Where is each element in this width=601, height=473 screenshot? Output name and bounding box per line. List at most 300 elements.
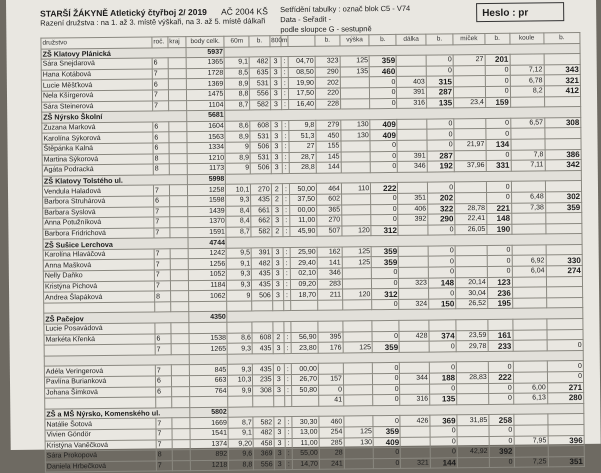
result-cell: 7 — [154, 259, 170, 270]
athlete-name: Lucie Měšťková — [41, 79, 152, 91]
result-cell: 00,00 — [289, 205, 316, 216]
athlete-name: Vendula Haladová — [42, 185, 153, 197]
result-cell — [398, 225, 428, 236]
result-cell — [170, 248, 188, 259]
result-cell — [398, 182, 428, 193]
team-total: 4350 — [189, 312, 228, 323]
result-cell: 7 — [154, 206, 170, 217]
result-cell — [189, 301, 228, 312]
result-cell — [155, 323, 171, 334]
result-cell: 195 — [487, 298, 512, 309]
team-name: ZŠ a MŠ Nýrsko, Komenského ul. — [45, 407, 190, 419]
result-cell: : — [283, 258, 290, 269]
result-cell: 08,50 — [288, 67, 315, 78]
result-cell: 365 — [317, 204, 342, 215]
result-cell: : — [285, 459, 292, 470]
result-cell: : — [285, 385, 292, 396]
result-cell: 233 — [488, 340, 513, 351]
result-cell: 23,4 — [454, 97, 486, 108]
result-cell — [171, 376, 189, 387]
result-cell — [429, 320, 456, 331]
result-cell: 26,05 — [455, 224, 487, 235]
result-cell: 3 — [273, 385, 284, 396]
result-cell — [227, 322, 252, 333]
result-cell — [343, 331, 373, 342]
result-cell: 30,30 — [292, 417, 319, 428]
result-cell: 290 — [428, 214, 455, 225]
result-cell: 3 — [272, 247, 283, 258]
result-cell: 8,7 — [225, 100, 250, 111]
team-total: 5802 — [190, 407, 229, 418]
result-cell: 1538 — [189, 333, 228, 344]
result-cell — [546, 297, 582, 308]
athlete-name: Nelly Daňko — [43, 270, 154, 282]
result-cell: 0 — [427, 129, 454, 140]
result-cell: 201 — [485, 54, 510, 65]
result-cell: 50,00 — [289, 184, 316, 195]
result-cell — [155, 302, 171, 313]
result-cell: 0 — [487, 245, 512, 256]
result-cell: 302 — [545, 191, 581, 202]
result-cell — [168, 79, 186, 90]
result-cell: 0 — [426, 66, 453, 77]
result-cell — [341, 151, 371, 162]
team-name: ZŠ Klatovy Tolstého ul. — [42, 174, 187, 186]
result-cell: 346 — [398, 161, 428, 172]
result-cell: 663 — [189, 375, 228, 386]
column-header: 60m — [224, 36, 249, 47]
result-cell — [400, 384, 430, 395]
athlete-name: Martina Sýkorová — [42, 153, 153, 165]
athlete-name: Natálie Šotová — [45, 418, 156, 430]
result-cell: 130 — [344, 437, 374, 448]
result-cell — [342, 268, 372, 279]
result-cell — [342, 204, 372, 215]
team-total: 5937 — [186, 47, 225, 58]
result-cell: 9,20 — [229, 438, 254, 449]
result-cell: 7,8 — [511, 149, 545, 160]
result-cell — [341, 141, 371, 152]
result-cell: 391 — [397, 87, 427, 98]
result-cell — [318, 363, 343, 374]
result-cell: 482 — [253, 428, 273, 439]
result-cell — [228, 396, 253, 407]
result-cell — [545, 213, 581, 224]
result-cell — [514, 414, 548, 425]
result-cell: 0 — [485, 65, 510, 76]
result-cell — [511, 213, 545, 224]
column-header: koule — [510, 33, 544, 44]
result-cell: 323 — [315, 56, 340, 67]
result-cell: 8,7 — [228, 417, 253, 428]
results-sheet — [6, 0, 601, 471]
result-cell: 28,78 — [455, 203, 487, 214]
result-cell: : — [283, 216, 290, 227]
team-name: ZŠ Sušice Lerchova — [43, 238, 188, 250]
result-cell: 3 — [270, 99, 281, 110]
result-cell — [512, 224, 546, 235]
result-cell — [340, 98, 370, 109]
result-cell — [170, 217, 188, 228]
result-cell: 0 — [488, 362, 513, 373]
result-cell: 1541 — [190, 428, 229, 439]
result-cell — [457, 425, 489, 436]
athlete-name: Sára Steinerová — [42, 101, 153, 113]
athlete-name: Štěpánka Kalná — [42, 143, 153, 155]
result-cell: : — [282, 163, 289, 174]
result-cell: 412 — [544, 85, 580, 96]
result-cell: 608 — [252, 332, 272, 343]
result-cell: : — [282, 184, 289, 195]
result-cell — [318, 300, 343, 311]
result-cell: 287 — [427, 150, 454, 161]
result-cell — [399, 288, 429, 299]
result-cell: 3 — [273, 343, 284, 354]
result-cell: 582 — [253, 417, 273, 428]
result-cell: 9 — [227, 290, 252, 301]
result-cell: 8 — [153, 153, 169, 164]
result-cell — [512, 298, 546, 309]
column-header: kraj — [168, 37, 186, 48]
result-cell: 1265 — [189, 343, 228, 354]
result-cell — [455, 182, 487, 193]
result-cell: 3 — [272, 269, 283, 280]
result-cell: 351 — [398, 193, 428, 204]
result-cell: 290 — [315, 67, 340, 78]
result-cell — [544, 96, 580, 107]
result-cell — [512, 245, 546, 256]
athlete-name: Kristýna Pichová — [43, 281, 154, 293]
result-cell — [400, 426, 430, 437]
athlete-name: Zuzana Marková — [42, 122, 153, 134]
result-cell: 26,52 — [456, 298, 488, 309]
column-header: b. — [315, 35, 340, 46]
result-cell: 460 — [370, 66, 397, 77]
result-cell: 1370 — [188, 216, 227, 227]
result-cell: 125 — [344, 427, 374, 438]
result-cell: 9,5 — [227, 248, 252, 259]
result-cell: 346 — [317, 268, 342, 279]
result-cell: 0 — [373, 416, 400, 427]
result-cell: 16,40 — [288, 99, 315, 110]
result-cell: 321 — [544, 75, 580, 86]
result-cell — [343, 321, 373, 332]
result-cell: 135 — [340, 66, 370, 77]
result-cell: 0 — [371, 214, 398, 225]
result-cell — [547, 319, 583, 330]
result-cell: 386 — [545, 149, 581, 160]
athlete-name: Pavlína Burianková — [44, 376, 155, 388]
result-cell: 3 — [273, 375, 284, 386]
result-cell — [457, 436, 489, 447]
result-cell: 406 — [398, 204, 428, 215]
result-cell: 0 — [370, 151, 397, 162]
result-cell: 351 — [548, 456, 584, 467]
result-cell: 3 — [271, 163, 282, 174]
result-cell — [273, 396, 284, 407]
result-cell — [512, 277, 546, 288]
result-cell: 150 — [429, 299, 456, 310]
result-cell: 6 — [156, 386, 172, 397]
result-cell: 14,70 — [292, 459, 319, 470]
result-cell: 1173 — [187, 163, 226, 174]
result-cell: 22,41 — [455, 214, 487, 225]
result-cell — [456, 320, 488, 331]
result-cell — [172, 439, 190, 450]
result-cell: 0 — [486, 118, 511, 129]
result-cell: 120 — [342, 289, 372, 300]
result-cell: 155 — [316, 141, 341, 152]
result-cell — [513, 319, 547, 330]
result-cell: 123 — [487, 277, 512, 288]
result-cell — [512, 287, 546, 298]
result-cell: 0 — [485, 76, 510, 87]
result-cell: 7,11 — [511, 160, 545, 171]
result-cell: 9 — [225, 142, 250, 153]
result-cell — [546, 223, 582, 234]
result-cell: 258 — [489, 415, 514, 426]
result-cell: 1104 — [186, 100, 225, 111]
result-cell: 1439 — [188, 206, 227, 217]
result-cell — [252, 322, 272, 333]
result-cell: 8 — [156, 450, 172, 461]
result-cell: 7 — [154, 227, 170, 238]
result-cell: 7 — [154, 280, 170, 291]
result-cell — [344, 448, 374, 459]
result-cell: 0 — [372, 331, 399, 342]
result-cell: : — [285, 427, 292, 438]
athlete-name: Sára Prokopová — [45, 450, 156, 462]
result-cell: : — [281, 67, 288, 78]
result-cell: 6,78 — [510, 75, 544, 86]
result-cell: 1475 — [186, 89, 225, 100]
result-cell — [548, 414, 584, 425]
result-cell: 359 — [369, 56, 396, 67]
result-cell — [455, 267, 487, 278]
result-cell: 0 — [547, 371, 583, 382]
result-cell — [189, 322, 228, 333]
result-cell — [546, 287, 582, 298]
result-cell: 28,7 — [289, 152, 316, 163]
result-cell: 7 — [154, 270, 170, 281]
result-cell — [171, 397, 189, 408]
result-cell: 450 — [316, 130, 341, 141]
result-cell: 271 — [547, 382, 583, 393]
sort-line-2: Data - Seřadit - — [280, 14, 332, 25]
result-cell — [169, 196, 187, 207]
result-cell: 1210 — [187, 153, 226, 164]
team-name: ZŠ Klatovy Plánická — [41, 47, 186, 59]
result-cell — [190, 396, 229, 407]
result-cell: 3 — [271, 205, 282, 216]
result-cell: 662 — [251, 216, 271, 227]
result-cell: 37,96 — [454, 161, 486, 172]
result-cell: 159 — [485, 97, 510, 108]
result-cell: 331 — [486, 160, 511, 171]
result-cell: 435 — [252, 279, 272, 290]
result-cell: 1218 — [190, 460, 229, 471]
result-cell — [344, 458, 374, 469]
result-cell: 1334 — [187, 142, 226, 153]
result-cell — [514, 425, 548, 436]
result-cell: 428 — [399, 331, 429, 342]
result-cell: 0 — [373, 373, 400, 384]
result-cell: 1374 — [190, 439, 229, 450]
result-cell: 6 — [155, 333, 171, 344]
team-total: 5998 — [187, 174, 226, 185]
result-cell: 3 — [274, 459, 285, 470]
result-cell: : — [282, 99, 289, 110]
result-cell — [513, 361, 547, 372]
result-cell: 2 — [272, 226, 283, 237]
result-cell — [513, 372, 547, 383]
result-cell: 8,4 — [226, 216, 251, 227]
result-cell — [397, 55, 427, 66]
result-cell: 2 — [273, 332, 284, 343]
result-cell: 0 — [373, 363, 400, 374]
result-cell: 1598 — [187, 195, 226, 206]
result-cell: 0 — [428, 246, 455, 257]
result-cell — [513, 329, 547, 340]
result-cell — [170, 301, 188, 312]
result-cell: 396 — [548, 435, 584, 446]
result-cell — [547, 329, 583, 340]
column-header: dálka — [396, 34, 426, 45]
result-cell — [397, 119, 427, 130]
result-cell: 0 — [372, 267, 399, 278]
result-cell: 6 — [152, 79, 168, 90]
result-cell: 308 — [253, 385, 273, 396]
column-header — [288, 35, 315, 46]
result-cell: 0 — [319, 385, 344, 396]
result-cell: 190 — [487, 224, 512, 235]
result-cell: 31,85 — [457, 415, 489, 426]
result-cell: 9,9 — [228, 386, 253, 397]
athlete-name: Barbara Syslová — [43, 206, 154, 218]
result-cell: : — [282, 120, 289, 131]
result-cell — [291, 395, 318, 406]
result-cell: 9,3 — [228, 343, 253, 354]
team-total: 4744 — [188, 237, 227, 248]
result-cell — [169, 164, 187, 175]
result-cell: 8,9 — [225, 78, 250, 89]
result-cell: 19,90 — [288, 78, 315, 89]
athlete-name: Adéla Veringerová — [44, 365, 155, 377]
result-cell: 0 — [372, 299, 399, 310]
result-cell: 582 — [251, 226, 271, 237]
result-cell: 435 — [253, 364, 273, 375]
result-cell: 359 — [545, 202, 581, 213]
result-cell: 403 — [397, 76, 427, 87]
result-cell — [548, 446, 584, 457]
result-cell: 426 — [400, 415, 430, 426]
result-cell: 0 — [427, 140, 454, 151]
result-cell: 3 — [270, 67, 281, 78]
result-cell: 270 — [251, 184, 271, 195]
result-cell: 04,70 — [288, 56, 315, 67]
result-cell — [344, 395, 374, 406]
result-cell: 274 — [546, 266, 582, 277]
result-cell — [170, 291, 188, 302]
result-cell — [454, 118, 486, 129]
result-cell: 176 — [318, 342, 343, 353]
result-cell: : — [281, 89, 288, 100]
result-cell: 0 — [485, 86, 510, 97]
result-cell: 0 — [428, 288, 455, 299]
result-cell: 7,95 — [514, 435, 548, 446]
result-cell: 0 — [487, 266, 512, 277]
result-cell — [511, 139, 545, 150]
result-cell: 7,25 — [514, 457, 548, 468]
result-cell: 125 — [342, 257, 372, 268]
result-cell — [273, 322, 284, 333]
result-cell: 280 — [547, 393, 583, 404]
result-cell — [546, 276, 582, 287]
result-cell: 8,2 — [510, 86, 544, 97]
result-cell: 55,00 — [292, 448, 319, 459]
result-cell: 202 — [427, 193, 454, 204]
result-cell: 409 — [373, 437, 400, 448]
result-cell — [170, 227, 188, 238]
result-cell: 279 — [316, 120, 341, 131]
result-cell: 8,4 — [226, 205, 251, 216]
result-cell: 312 — [371, 225, 398, 236]
athlete-name: Daniela Hrbečková — [45, 461, 156, 473]
result-cell: 0 — [547, 340, 583, 351]
result-cell — [340, 88, 370, 99]
result-cell: 157 — [318, 374, 343, 385]
result-cell: : — [281, 57, 288, 68]
result-cell: 3 — [270, 89, 281, 100]
result-cell: 220 — [315, 88, 340, 99]
result-cell: 8 — [153, 164, 169, 175]
result-cell: 6,00 — [513, 382, 547, 393]
athlete-name: Vivien Göndör — [45, 429, 156, 441]
result-cell: 0 — [370, 98, 397, 109]
result-cell: 9 — [226, 163, 251, 174]
result-cell: 09,20 — [290, 279, 317, 290]
result-cell: 7,38 — [511, 202, 545, 213]
athlete-name: Lucie Posavádová — [44, 323, 155, 335]
result-cell: 1258 — [187, 185, 226, 196]
result-cell: 7 — [155, 344, 171, 355]
result-cell — [397, 129, 427, 140]
column-header: body celk. — [186, 36, 225, 47]
result-cell: 892 — [190, 449, 229, 460]
result-cell: 222 — [488, 372, 513, 383]
result-cell: 8,5 — [225, 68, 250, 79]
result-cell: 8,9 — [225, 131, 250, 142]
result-cell: 211 — [318, 289, 343, 300]
result-cell: 8,8 — [229, 460, 254, 471]
result-cell: 0 — [370, 140, 397, 151]
result-cell: 0 — [430, 426, 457, 437]
result-cell — [169, 132, 187, 143]
result-cell: 3 — [271, 131, 282, 142]
result-cell: 134 — [486, 139, 511, 150]
result-cell: 315 — [426, 76, 453, 87]
athlete-name: Barbora Struhárová — [43, 196, 154, 208]
result-cell: 1369 — [186, 79, 225, 90]
result-cell: 56,90 — [291, 332, 318, 343]
result-cell — [290, 300, 317, 311]
result-cell: 3 — [272, 258, 283, 269]
result-cell: 9,3 — [226, 195, 251, 206]
result-cell: 395 — [318, 332, 343, 343]
result-cell: 2 — [271, 195, 282, 206]
result-cell: : — [283, 226, 290, 237]
result-cell: 241 — [319, 459, 344, 470]
